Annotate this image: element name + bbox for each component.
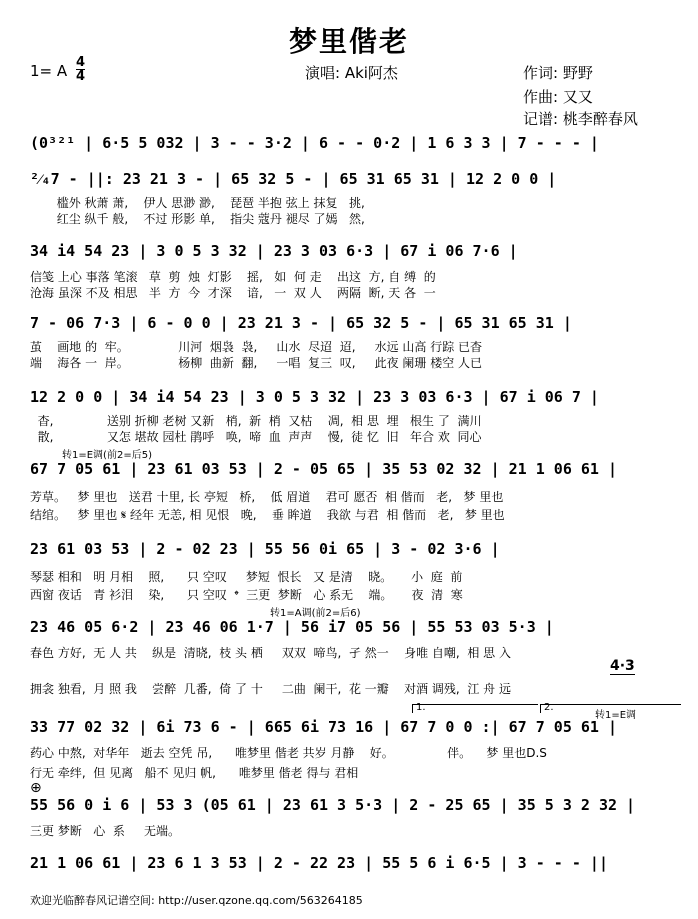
time-signature-bottom: 4 bbox=[76, 69, 86, 84]
lyric-line: 药心 中熬, 对华年 逝去 空凭 吊, 唯梦里 偕老 共岁 月静 好。 伴。 梦 里也D.S bbox=[30, 746, 547, 760]
lyricist-credit: 作词: 野野 bbox=[523, 64, 593, 82]
modulation-mark: 转1=E调 bbox=[595, 710, 637, 721]
modulation-mark: 转1=A调(前2=后6) bbox=[270, 608, 361, 619]
lyric-line: 行无 牵绊, 但 见离 船不 见归 帆, 唯梦里 偕老 得与 君相 bbox=[30, 766, 359, 780]
song-title: 梦里偕老 bbox=[288, 25, 409, 58]
key-signature: 1= A bbox=[30, 62, 68, 80]
lyric-line: 端 海各 一 岸。 杨柳 曲新 翻, 一唱 复三 叹, 此夜 阑珊 楼空 人已 bbox=[30, 356, 483, 370]
notation-line: 55 56 0 i 6 | 53 3 (05 61 | 23 61 3 5·3 | 2 - 25 65 | 35 5 3 2 32 | bbox=[30, 796, 636, 814]
time-signature-top: 4 bbox=[76, 55, 86, 70]
notation-line: 12 2 0 0 | 34 i4 54 23 | 3 0 5 3 32 | 23 3 03 6·3 | 67 i 06 7 | bbox=[30, 388, 599, 406]
notation-line: (0³²¹ | 6·5 5 032 | 3 - - 3·2 | 6 - - 0·2 | 1 6 3 3 | 7 - - - | bbox=[30, 134, 599, 152]
composer-credit: 作曲: 又又 bbox=[523, 88, 593, 106]
coda-sign-icon: ⊕ bbox=[30, 780, 42, 796]
transcriber-credit: 记谱: 桃李醉春风 bbox=[523, 110, 638, 128]
lyric-line: 杳, 送别 折柳 老树 又新 梢, 新 梢 又枯 凋, 相 思 埋 根生 了 满川 bbox=[30, 414, 482, 428]
volta-bracket-1 bbox=[412, 704, 538, 713]
lyric-line: 三更 梦断 心 系 无端。 bbox=[30, 824, 180, 838]
lyric-line: 琴瑟 相和 明 月相 照, 只 空叹 梦短 恨长 又 是清 晓。 小 庭 前 bbox=[30, 570, 463, 584]
lyric-line: 信笺 上心 事落 笔滚 草 剪 烛 灯影 摇, 如 何 走 出这 方, 自 缚 的 bbox=[30, 270, 436, 284]
lyric-line: 春色 方好, 无 人 共 纵是 清晓, 枝 头 栖 双双 啼鸟, 孑 然一 身唯 自嘲, 相 思 入 bbox=[30, 646, 511, 660]
notation-line: ²⁄₄7 - ||: 23 21 3 - | 65 32 5 - | 65 31 65 31 | 12 2 0 0 | bbox=[30, 170, 557, 188]
lyric-line: 茧 画地 的 牢。 川河 烟袅 袅, 山水 尽迢 迢, 水远 山高 行踪 已杳 bbox=[30, 340, 483, 354]
modulation-mark: 转1=E调(前2=后5) bbox=[62, 450, 152, 461]
notation-line: 67 7 05 61 | 23 61 03 53 | 2 - 05 65 | 35 53 02 32 | 21 1 06 61 | bbox=[30, 460, 617, 478]
volta-label-1: 1. bbox=[416, 702, 426, 713]
lyric-line: 沧海 虽深 不及 相思 半 方 今 才深 谙, 一 双 人 两隔 断, 天 各 一 bbox=[30, 286, 436, 300]
lyric-line: 红尘 纵千 般, 不过 形影 单, 指尖 蔻丹 褪尽 了嫣 然, bbox=[30, 212, 365, 226]
lyric-line: 芳草。 梦 里也 送君 十里, 长 亭短 桥, 低 眉道 君可 愿否 相 偕而 老, 梦 里也 bbox=[30, 490, 504, 504]
footer-text: 欢迎光临醉春风记谱空间: http://user.qzone.qq.com/563264185 bbox=[30, 894, 363, 907]
notation-line: 21 1 06 61 | 23 6 1 3 53 | 2 - 22 23 | 55 5 6 i 6·5 | 3 - - - || bbox=[30, 854, 608, 872]
volta-label-2: 2. bbox=[544, 702, 554, 713]
lyric-line: 结绾。 梦 里也 𝄋 经年 无恙, 相 见恨 晚, 垂 眸道 我欲 与君 相 偕而 老, 梦 里也 bbox=[30, 508, 505, 522]
notation-line: 7 - 06 7·3 | 6 - 0 0 | 23 21 3 - | 65 32 5 - | 65 31 65 31 | bbox=[30, 314, 572, 332]
notation-line: 33 77 02 32 | 6i 73 6 - | 665 6i 73 16 | 67 7 0 0 :| 67 7 05 61 | bbox=[30, 718, 617, 736]
time-change-mark: 4·3 bbox=[610, 658, 635, 674]
notation-line: 23 61 03 53 | 2 - 02 23 | 55 56 0i 65 | 3 - 02 3·6 | bbox=[30, 540, 500, 558]
notation-line: 34 i4 54 23 | 3 0 5 3 32 | 23 3 03 6·3 | 67 i 06 7·6 | bbox=[30, 242, 518, 260]
notation-line: 23 46 05 6·2 | 23 46 06 1·7 | 56 i7 05 56 | 55 53 03 5·3 | bbox=[30, 618, 554, 636]
time-signature bbox=[76, 56, 85, 83]
lyric-line: 散, 又怎 堪故 园杜 鹃呼 唤, 啼 血 声声 慢, 徒 忆 旧 年合 欢 同心 bbox=[30, 430, 482, 444]
lyric-line: 拥衾 独看, 月 照 我 尝醉 几番, 倚 了 十 二曲 阑干, 花 一瓣 对酒 调残, 江 舟 远 bbox=[30, 682, 511, 696]
lyric-line: 西窗 夜话 青 衫泪 染, 只 空叹 𝄌 三更 梦断 心 系无 端。 夜 清 寒 bbox=[30, 588, 463, 602]
singer-credit: 演唱: Aki阿杰 bbox=[305, 64, 398, 82]
lyric-line: 槛外 秋萧 萧, 伊人 思渺 渺, 琵琶 半抱 弦上 抹复 挑, bbox=[30, 196, 365, 210]
